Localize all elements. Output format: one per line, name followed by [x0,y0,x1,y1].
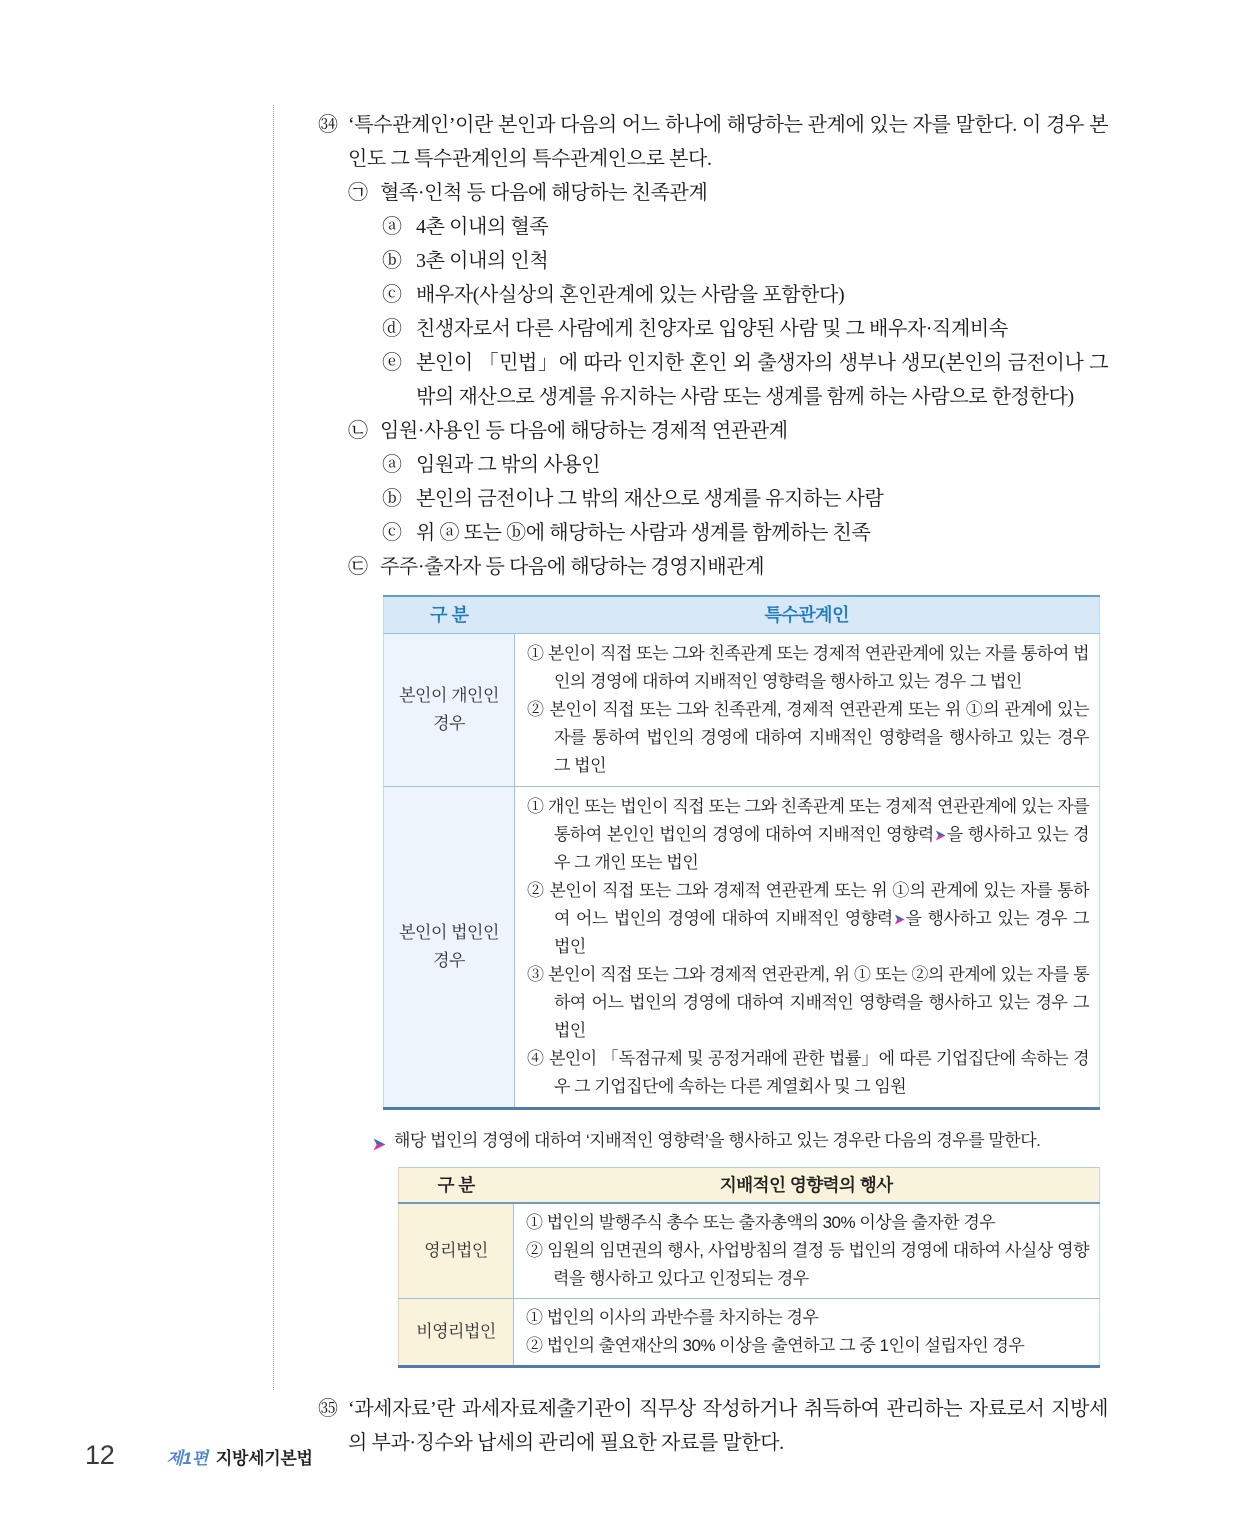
margin-dotted-rule [273,105,274,1390]
item-text: 임원의 임면권의 행사, 사업방침의 결정 등 법인의 경영에 대하여 사실상 영향력을 행사하고 있다고 인정되는 경우 [547,1241,1089,1288]
page-number: 12 [85,1440,115,1470]
list-item-34-1-a [382,210,1108,244]
list-item-34-2-c [382,516,1108,550]
item-text: 법인의 발행주식 총수 또는 출자총액의 30% 이상을 출자한 경우 [546,1213,996,1232]
item-text: 본인이 직접 또는 그와 친족관계 또는 경제적 연관관계에 있는 자를 통하여 법인의 경영에 대하여 지배적인 영향력을 행사하고 있는 경우 그 법인 [547,644,1089,691]
row-content [514,1299,1100,1367]
row-label: 비영리법인 [399,1299,514,1367]
item-text: 법인의 출연재산의 30% 이상을 출연하고 그 중 1인이 설립자인 경우 [546,1336,1025,1355]
ref-arrow-icon [935,830,946,841]
note-arrow-icon [373,1133,386,1159]
item-number: ① [526,1308,543,1327]
dominant-influence-table [398,1167,1100,1368]
part-label: 제1편 [166,1449,208,1468]
item-marker: ⓐ [382,216,402,238]
item-number: ① [527,797,544,816]
row-content [515,634,1100,787]
item-text: 임원과 그 밖의 사용인 [416,454,601,476]
item-text: ‘특수관계인’이란 본인과 다음의 어느 하나에 해당하는 관계에 있는 자를 말한다. 이 경우 본인도 그 특수관계인의 특수관계인으로 본다. [348,114,1108,170]
item-text: 본인이 직접 또는 그와 경제적 연관관계, 위 ① 또는 ②의 관계에 있는 자를 통하여 어느 법인의 경영에 대하여 지배적인 영향력을 행사하고 있는 경우 그 법인 [548,965,1089,1040]
list-item-34-1-c [382,278,1108,312]
list-item-35 [318,1392,1108,1460]
column-header-category: 구 분 [399,1168,514,1204]
item-number: ② [526,1336,543,1355]
table-item [526,1304,1089,1332]
table-row [399,1299,1100,1367]
table-item [527,1045,1089,1101]
list-item-34-1 [348,176,1108,210]
row-label: 본인이 법인인 경우 [384,787,515,1109]
table-row [384,634,1100,787]
item-text: 임원·사용인 등 다음에 해당하는 경제적 연관관계 [380,420,788,442]
item-number: ② [527,700,545,719]
item-text: 법인의 이사의 과반수를 차지하는 경우 [546,1308,819,1327]
item-marker: ⓑ [382,250,402,272]
item-text: 위 ⓐ 또는 ⓑ에 해당하는 사람과 생계를 함께하는 친족 [416,522,871,544]
item-text: 본인이 직접 또는 그와 경제적 연관관계 또는 위 ①의 관계에 있는 자를 통하여 어느 법인의 경영에 대하여 지배적인 영향력 [549,881,1089,928]
page-content [318,108,1108,1460]
item-number: ③ [527,965,544,984]
table-row [399,1203,1100,1299]
item-text: ‘과세자료’란 과세자료제출기관이 직무상 작성하거나 취득하여 관리하는 자료로서 지방세의 부과·징수와 납세의 관리에 필요한 자료를 말한다. [348,1398,1108,1454]
item-marker: ㉡ [348,420,368,442]
ref-arrow-icon [894,914,905,925]
table-header-row [384,596,1100,634]
table-item [526,1332,1089,1360]
item-text: 배우자(사실상의 혼인관계에 있는 사람을 포함한다) [416,284,845,306]
row-label: 영리법인 [399,1203,514,1299]
item-text: 본인이 「민법」에 따라 인지한 혼인 외 출생자의 생부나 생모(본인의 금전이나 그 밖의 재산으로 생계를 유지하는 사람 또는 생계를 함께 하는 사람으로 한정한다) [416,352,1108,408]
item-text: 본인이 직접 또는 그와 친족관계, 경제적 연관관계 또는 위 ①의 관계에 있는 자를 통하여 법인의 경영에 대하여 지배적인 영향력을 행사하고 있는 경우 그 법인 [549,700,1089,775]
list-item-34-2-b [382,482,1108,516]
item-marker: ㉟ [318,1398,338,1420]
item-marker: ㉢ [348,556,368,578]
item-number: ② [526,1241,543,1260]
table-row [384,787,1100,1109]
row-content [515,787,1100,1109]
item-number: ① [526,1213,543,1232]
item-marker: ㉠ [348,182,368,204]
item-number: ④ [527,1049,545,1068]
table-item [527,640,1089,696]
row-label: 본인이 개인인 경우 [384,634,515,787]
item-text: 본인의 금전이나 그 밖의 재산으로 생계를 유지하는 사람 [416,488,884,510]
item-marker: ㉞ [318,114,338,136]
item-text: 친생자로서 다른 사람에게 친양자로 입양된 사람 및 그 배우자·직계비속 [416,318,1008,340]
item-text: 혈족·인척 등 다음에 해당하는 친족관계 [380,182,708,204]
table-item [527,696,1089,780]
list-item-34-2-a [382,448,1108,482]
item-marker: ⓑ [382,488,402,510]
list-item-34-2 [348,414,1108,448]
list-item-34-1-d [382,312,1108,346]
footnote-reference [373,1128,1108,1159]
table-item [526,1237,1089,1293]
row-content [514,1203,1100,1299]
item-marker: ⓐ [382,454,402,476]
item-marker: ⓔ [382,352,402,374]
special-related-person-table [383,595,1100,1110]
column-header-category: 구 분 [384,596,515,634]
item-text: 개인 또는 법인이 직접 또는 그와 친족관계 또는 경제적 연관관계에 있는 자를 통하여 본인인 법인의 경영에 대하여 지배적인 영향력 [547,797,1089,844]
table-item [527,961,1089,1045]
table-item [527,793,1089,877]
list-item-34 [318,108,1108,176]
item-marker: ⓓ [382,318,402,340]
item-text: 주주·출자자 등 다음에 해당하는 경영지배관계 [380,556,765,578]
part-title: 지방세기본법 [215,1449,313,1468]
page-footer [85,1440,313,1471]
table-item [527,877,1089,961]
item-number: ② [527,881,545,900]
list-item-34-1-e [382,346,1108,414]
list-item-34-3 [348,550,1108,584]
table-item [526,1209,1089,1237]
column-header-influence: 지배적인 영향력의 행사 [514,1168,1100,1204]
item-text: 4촌 이내의 혈족 [416,216,549,238]
item-text: 3촌 이내의 인척 [416,250,549,272]
table-header-row [399,1168,1100,1204]
item-text: 을 행사하고 있는 경우 그 법인 [554,909,1089,956]
item-marker: ⓒ [382,284,402,306]
list-item-34-1-b [382,244,1108,278]
item-text: 을 행사하고 있는 경우 그 개인 또는 법인 [554,825,1089,872]
item-number: ① [527,644,544,663]
item-marker: ⓒ [382,522,402,544]
footnote-text: 해당 법인의 경영에 대하여 ‘지배적인 영향력’을 행사하고 있는 경우란 다음의 경우를 말한다. [394,1131,1041,1150]
item-text: 본인이 「독점규제 및 공정거래에 관한 법률」에 따른 기업집단에 속하는 경우 그 기업집단에 속하는 다른 계열회사 및 그 임원 [548,1049,1089,1096]
column-header-special-person: 특수관계인 [515,596,1100,634]
